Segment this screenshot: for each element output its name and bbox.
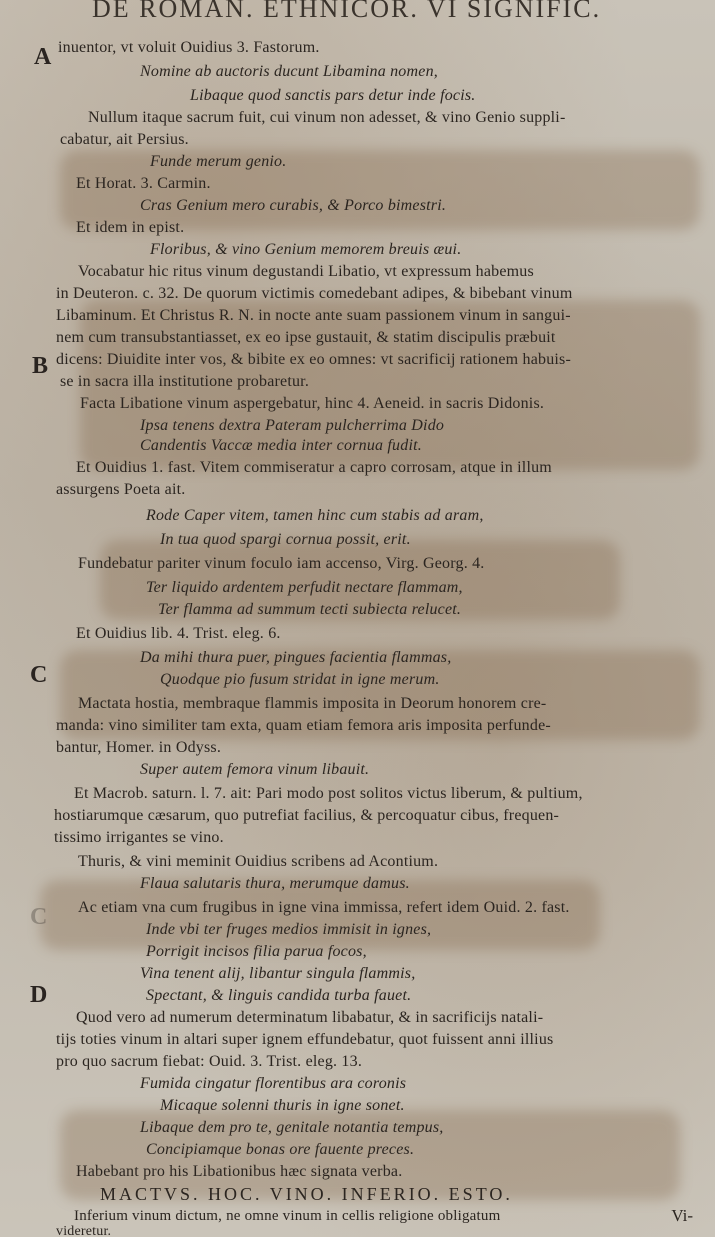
text-line: Nullum itaque sacrum fuit, cui vinum non adesset, & vino Genio suppli-	[88, 109, 566, 126]
inscription-line: MACTVS. HOC. VINO. INFERIO. ESTO.	[100, 1184, 513, 1204]
verse-line: Da mihi thura puer, pingues facientia flammas,	[140, 649, 452, 666]
verse-line: Ipsa tenens dextra Pateram pulcherrima Dido	[140, 417, 445, 434]
verse-line: Libaque dem pro te, genitale notantia tempus,	[140, 1119, 444, 1136]
verse-line: Spectant, & linguis candida turba fauet.	[146, 987, 412, 1004]
margin-letter-d: D	[30, 982, 48, 1008]
text-line: tissimo irrigantes se vino.	[54, 829, 224, 846]
verse-line: Flaua salutaris thura, merumque damus.	[140, 875, 410, 892]
text-line: Facta Libatione vinum aspergebatur, hinc 4. Aeneid. in sacris Didonis.	[80, 395, 545, 412]
margin-letter-b: B	[32, 353, 49, 379]
verse-line: Fumida cingatur florentibus ara coronis	[140, 1075, 407, 1092]
verse-line: Nomine ab auctoris ducunt Libamina nomen,	[140, 63, 438, 80]
verse-line: Micaque solenni thuris in igne sonet.	[160, 1097, 405, 1114]
text-line: Ac etiam vna cum frugibus in igne vina immissa, refert idem Ouid. 2. fast.	[78, 899, 570, 916]
text-line: Mactata hostia, membraque flammis imposita in Deorum honorem cre-	[78, 695, 547, 712]
text-line: pro quo sacrum fiebat: Ouid. 3. Trist. eleg. 13.	[56, 1053, 363, 1070]
text-line: Fundebatur pariter vinum foculo iam accenso, Virg. Georg. 4.	[78, 555, 485, 572]
running-title: DE ROMAN. ETHNICOR. VI SIGNIFIC.	[92, 0, 602, 23]
verse-line: Ter flamma ad summum tecti subiecta relucet.	[158, 601, 462, 618]
text-line: Quod vero ad numerum determinatum libabatur, & in sacrificijs natali-	[76, 1009, 544, 1026]
text-line: nem cum transubstantiasset, ex eo ipse gustauit, & statim discipulis præbuit	[56, 329, 556, 346]
text-line: Et Macrob. saturn. l. 7. ait: Pari modo post solitos victus liberum, & pultium,	[74, 785, 583, 802]
text-line: assurgens Poeta ait.	[56, 481, 186, 498]
text-line: Thuris, & vini meminit Ouidius scribens ad Acontium.	[78, 853, 439, 870]
verse-line: Rode Caper vitem, tamen hinc cum stabis ad aram,	[146, 507, 484, 524]
text-line: inuentor, vt voluit Ouidius 3. Fastorum.	[58, 39, 320, 56]
verse-line: Ter liquido ardentem perfudit nectare flammam,	[146, 579, 463, 596]
verse-line: Cras Genium mero curabis, & Porco bimestri.	[140, 197, 447, 214]
text-line: Inferium vinum dictum, ne omne vinum in cellis religione obligatum	[74, 1208, 501, 1224]
text-line: Et idem in epist.	[76, 219, 185, 236]
margin-letter-a: A	[34, 44, 52, 70]
text-line: Habebant pro his Libationibus hæc signata verba.	[76, 1163, 403, 1180]
text-line: cabatur, ait Persius.	[60, 131, 189, 148]
verse-line: Candentis Vaccæ media inter cornua fudit.	[140, 437, 422, 454]
text-line: dicens: Diuidite inter vos, & bibite ex eo omnes: vt sacrificij rationem habuis-	[56, 351, 571, 368]
text-line: tijs toties vinum in altari super ignem effundebatur, quot fuissent anni illius	[56, 1031, 554, 1048]
text-line: se in sacra illa institutione probaretur.	[60, 373, 310, 390]
verse-line: Libaque quod sanctis pars detur inde focis.	[190, 87, 476, 104]
text-line: in Deuteron. c. 32. De quorum victimis comedebant adipes, & bibebant vinum	[56, 285, 573, 302]
text-line: Et Horat. 3. Carmin.	[76, 175, 211, 192]
text-line: Vocabatur hic ritus vinum degustandi Libatio, vt expressum habemus	[78, 263, 534, 280]
verse-line: Funde merum genio.	[150, 153, 287, 170]
text-line: manda: vino similiter tam exta, quam etiam femora aris imposita perfunde-	[56, 717, 551, 734]
text-line: hostiarumque cæsarum, quo putrefiat facilius, & percoquatur cibus, frequen-	[54, 807, 560, 824]
text-line: bantur, Homer. in Odyss.	[56, 739, 222, 756]
verse-line: Inde vbi ter fruges medios immisit in ignes,	[146, 921, 432, 938]
text-line: videretur.	[56, 1224, 112, 1237]
verse-line: Quodque pio fusum stridat in igne merum.	[160, 671, 440, 688]
verse-line: Concipiamque bonas ore fauente preces.	[146, 1141, 415, 1158]
verse-line: Vina tenent alij, libantur singula flammis,	[140, 965, 416, 982]
verse-line: In tua quod spargi cornua possit, erit.	[160, 531, 411, 548]
text-line: Et Ouidius lib. 4. Trist. eleg. 6.	[76, 625, 281, 642]
verse-line: Super autem femora vinum libauit.	[140, 761, 370, 778]
text-line: Et Ouidius 1. fast. Vitem commiseratur a capro corrosam, atque in illum	[76, 459, 552, 476]
catchword: Vi-	[671, 1206, 693, 1225]
margin-letter-c-faint: C	[30, 904, 48, 930]
text-line: Libaminum. Et Christus R. N. in nocte ante suam passionem vinum in sangui-	[56, 307, 571, 324]
verse-line: Porrigit incisos filia parua focos,	[146, 943, 367, 960]
verse-line: Floribus, & vino Genium memorem breuis æui.	[150, 241, 462, 258]
margin-letter-c: C	[30, 662, 48, 688]
